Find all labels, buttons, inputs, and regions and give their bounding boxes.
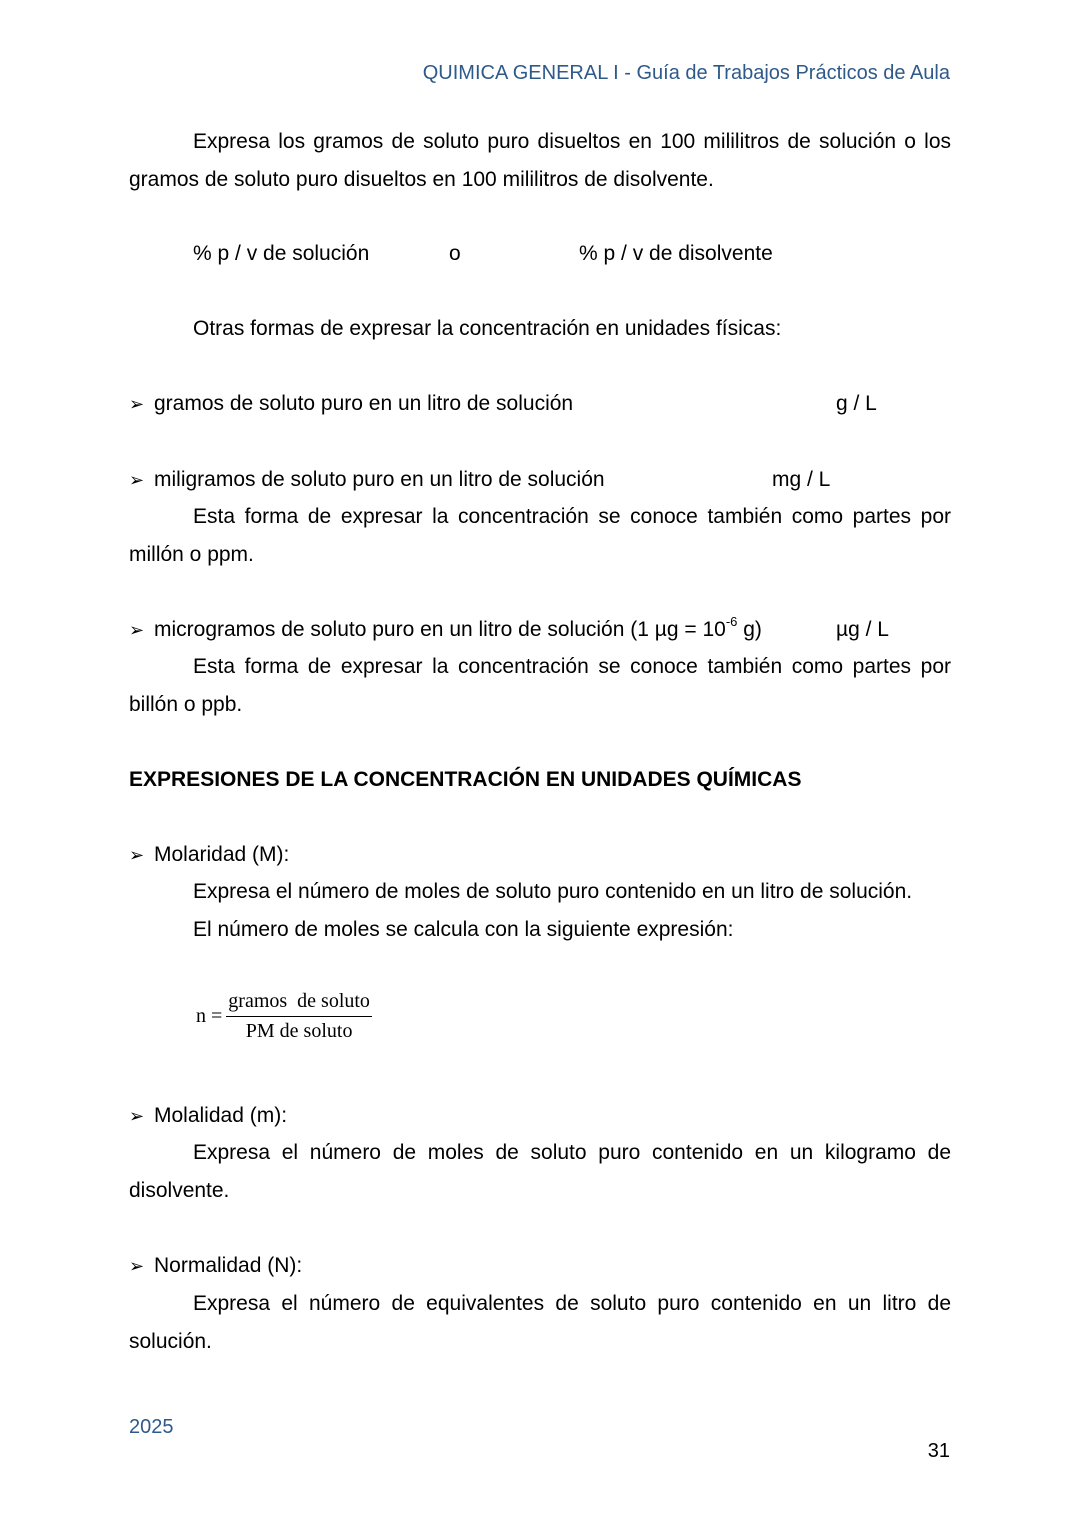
unit-label: g / L — [836, 392, 877, 415]
list-item-label: gramos de soluto puro en un litro de solución — [154, 392, 574, 415]
list-item — [129, 461, 605, 499]
bullet-arrow-icon: ➢ — [129, 845, 145, 865]
page-number: 31 — [927, 1440, 950, 1462]
bullet-arrow-icon: ➢ — [129, 1106, 145, 1126]
bullet-arrow-icon: ➢ — [129, 470, 145, 490]
exponent: -6 — [725, 614, 738, 629]
bullet-arrow-icon: ➢ — [129, 1256, 145, 1276]
pv-solvent-label: % p / v de disolvente — [579, 242, 773, 265]
molarity-line-1: Expresa el número de moles de soluto puro contenido en un litro de solución. — [193, 880, 913, 903]
pv-solution-label: % p / v de solución — [193, 242, 370, 265]
moles-formula — [196, 990, 372, 1043]
list-item-label: miligramos de soluto puro en un litro de solución — [154, 468, 605, 491]
intro-paragraph: Expresa los gramos de soluto puro disueltos en 100 mililitros de solución o los gramos de soluto puro disueltos en 100 mililitros de disolvente. — [129, 130, 951, 191]
molality-title: Molalidad (m): — [154, 1104, 288, 1127]
unit-label: µg / L — [836, 618, 889, 641]
list-item — [129, 836, 289, 874]
molarity-title: Molaridad (M): — [154, 843, 290, 866]
list-item-note: Esta forma de expresar la concentración se conoce también como partes por billón o ppb. — [129, 655, 951, 716]
list-item-label-suffix: g) — [737, 618, 762, 641]
list-item — [129, 385, 573, 423]
molality-text: Expresa el número de moles de soluto puro contenido en un kilogramo de disolvente. — [129, 1141, 951, 1202]
list-item-label-prefix: microgramos de soluto puro en un litro de solución (1 µg = 10 — [154, 618, 726, 641]
formula-numerator: gramos de soluto — [226, 990, 372, 1017]
footer-year: 2025 — [129, 1416, 174, 1438]
list-item — [129, 1097, 287, 1135]
molarity-line-2: El número de moles se calcula con la siguiente expresión: — [193, 918, 734, 941]
pv-or-label: o — [449, 242, 461, 265]
list-item — [129, 611, 762, 649]
normality-title: Normalidad (N): — [154, 1254, 303, 1277]
bullet-arrow-icon: ➢ — [129, 394, 145, 414]
formula-fraction — [226, 990, 372, 1043]
bullet-arrow-icon: ➢ — [129, 620, 145, 640]
list-item — [129, 1247, 302, 1285]
unit-label: mg / L — [772, 468, 831, 491]
section-heading: EXPRESIONES DE LA CONCENTRACIÓN EN UNIDADES QUÍMICAS — [129, 768, 802, 791]
normality-text: Expresa el número de equivalentes de soluto puro contenido en un litro de solución. — [129, 1292, 951, 1353]
other-forms-text: Otras formas de expresar la concentración en unidades físicas: — [193, 317, 782, 340]
formula-denominator: PM de soluto — [245, 1020, 353, 1042]
page-header: QUIMICA GENERAL I - Guía de Trabajos Prácticos de Aula — [422, 62, 950, 84]
formula-lhs: n = — [196, 1005, 223, 1027]
list-item-note: Esta forma de expresar la concentración se conoce también como partes por millón o ppm. — [129, 505, 951, 566]
